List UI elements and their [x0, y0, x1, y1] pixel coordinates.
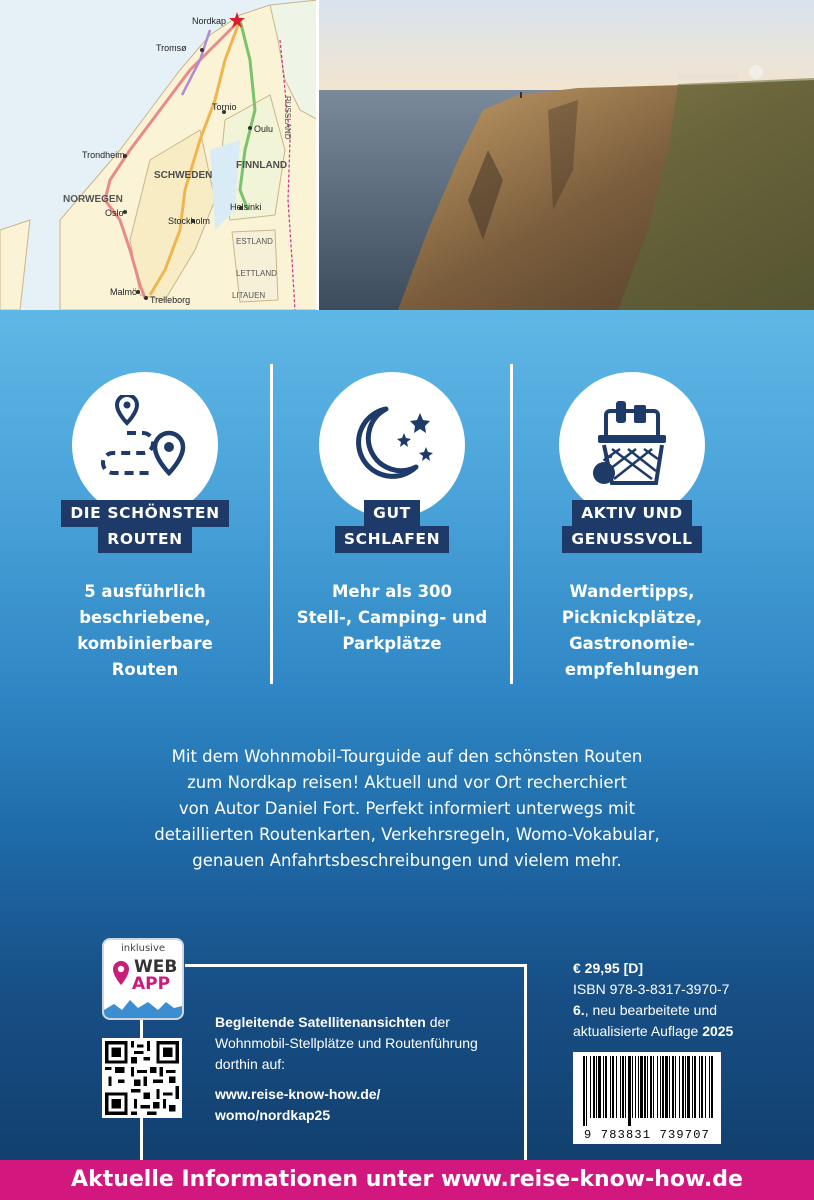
book-edition-number: 6.: [573, 1002, 585, 1018]
web-app-url-line2[interactable]: womo/nordkap25: [215, 1107, 331, 1123]
barcode-bar: [644, 1056, 646, 1118]
feature-text-line: Picknickplätze,: [561, 608, 703, 627]
barcode-bar: [620, 1056, 621, 1118]
feature-description: [272, 579, 512, 657]
skyline-icon: [104, 996, 182, 1018]
barcode-bar: [665, 1056, 668, 1118]
barcode-bar: [603, 1056, 604, 1118]
feature-description: [512, 579, 752, 683]
web-app-url[interactable]: [215, 1084, 515, 1126]
nordkap-cliff-photo: [318, 0, 814, 310]
feature-text-line: Routen: [111, 660, 179, 679]
picnic-basket-icon: [582, 395, 682, 495]
feature-badge: [512, 500, 752, 553]
barcode-bar: [682, 1056, 684, 1118]
map-label-oulu: Oulu: [254, 124, 274, 134]
barcode-bar: [622, 1056, 624, 1118]
feature-icon-circle: [72, 372, 218, 518]
web-app-badge: [102, 938, 184, 1020]
barcode-bar: [610, 1056, 611, 1118]
barcode-bar: [705, 1056, 706, 1118]
book-price: € 29,95 [D]: [573, 960, 644, 976]
barcode-bar: [583, 1056, 585, 1126]
moon-stars-icon: [342, 395, 442, 495]
description-line: zum Nordkap reisen! Aktuell und vor Ort recherchiert: [187, 773, 627, 792]
map-label-russland: RUSSLAND: [283, 96, 292, 140]
qr-code[interactable]: [102, 1038, 182, 1118]
web-app-web: WEB: [134, 957, 178, 977]
barcode-bar: [598, 1056, 601, 1118]
barcode-bar: [685, 1056, 686, 1118]
frame-line-top: [185, 964, 526, 967]
map-graphic: [0, 0, 318, 310]
scandinavia-route-map: [0, 0, 318, 310]
feature-text-line: 5 ausführlich: [84, 582, 206, 601]
feature-routes: [25, 372, 265, 683]
book-info: [573, 958, 803, 1042]
map-label-norwegen: NORWEGEN: [63, 194, 123, 205]
description-line: genauen Anfahrtsbeschreibungen und vielem mehr.: [192, 851, 622, 870]
description-line: detaillierten Routenkarten, Verkehrsregeln, Womo-Vokabular,: [154, 825, 660, 844]
barcode-bar: [657, 1056, 658, 1118]
feature-description: [25, 579, 265, 683]
barcode-bar: [612, 1056, 614, 1118]
cliff-photo-graphic: [318, 0, 814, 310]
barcode-bar: [694, 1056, 696, 1118]
barcode-bar: [586, 1056, 587, 1126]
feature-text-line: kombinierbare: [77, 634, 213, 653]
isbn-barcode: [573, 1052, 721, 1144]
frame-line-right: [524, 964, 527, 1160]
web-app-description: [215, 1012, 515, 1075]
barcode-bar: [662, 1056, 664, 1118]
barcode-bar: [650, 1056, 652, 1118]
feature-icon-circle: [319, 372, 465, 518]
barcode-bar: [638, 1056, 639, 1118]
map-label-helsinki: Helsinki: [230, 202, 262, 212]
feature-badge: [25, 500, 265, 553]
badge-line-2: ROUTEN: [98, 526, 191, 553]
barcode-bar: [701, 1056, 703, 1118]
barcode-bar: [628, 1056, 631, 1126]
barcode-bars: [573, 1052, 721, 1128]
book-edition-text: , neu bearbeitete und: [584, 1002, 718, 1018]
badge-line-1: AKTIV UND: [572, 500, 692, 527]
web-app-text-bold: Begleitende Satellitenansichten: [215, 1014, 426, 1030]
book-year: 2025: [702, 1023, 734, 1039]
map-label-litauen: LITAUEN: [232, 291, 266, 300]
web-app-url-line1[interactable]: www.reise-know-how.de/: [215, 1086, 381, 1102]
barcode-bar: [647, 1056, 648, 1118]
feature-text-line: Stell-, Camping- und: [296, 608, 488, 627]
map-label-estland: ESTLAND: [236, 237, 273, 246]
footer-banner[interactable]: Aktuelle Informationen unter www.reise-know-how.de: [0, 1160, 814, 1200]
map-label-oslo: Oslo: [105, 208, 124, 218]
web-app-app: APP: [132, 974, 171, 994]
barcode-bar: [692, 1056, 693, 1118]
barcode-bar: [675, 1056, 676, 1118]
map-label-nordkap: Nordkap: [192, 16, 227, 26]
feature-sleeping: [272, 372, 512, 657]
barcode-bar: [596, 1056, 597, 1118]
feature-text-line: Wandertipps,: [569, 582, 695, 601]
description-line: Mit dem Wohnmobil-Tourguide auf den schönsten Routen: [171, 747, 643, 766]
qr-code-graphic: [102, 1038, 182, 1118]
map-label-lettland: LETTLAND: [236, 269, 277, 278]
barcode-bar: [590, 1056, 591, 1118]
web-app-inklusive: inklusive: [120, 943, 166, 954]
barcode-bar: [672, 1056, 674, 1118]
feature-text-line: beschriebene,: [79, 608, 211, 627]
feature-text-line: Gastronomie-: [569, 634, 695, 653]
map-label-trondheim: Trondheim: [82, 150, 125, 160]
barcode-bar: [625, 1056, 626, 1118]
badge-line-1: DIE SCHÖNSTEN: [61, 500, 228, 527]
barcode-bar: [709, 1056, 710, 1118]
web-app-text-line2: Wohnmobil-Stellplätze und Routenführung: [215, 1035, 478, 1051]
feature-active: [512, 372, 752, 683]
barcode-bar: [605, 1056, 607, 1118]
barcode-bar: [593, 1056, 595, 1118]
feature-icon-circle: [559, 372, 705, 518]
barcode-bar: [635, 1056, 636, 1118]
badge-line-1: GUT: [364, 500, 420, 527]
badge-line-2: GENUSSVOLL: [562, 526, 701, 553]
book-isbn: ISBN 978-3-8317-3970-7: [573, 981, 730, 997]
barcode-bar: [640, 1056, 643, 1118]
map-label-tromso: Tromsø: [156, 43, 187, 53]
badge-line-2: SCHLAFEN: [335, 526, 449, 553]
location-pin-icon: [112, 960, 130, 986]
map-label-tornio: Tornio: [212, 102, 237, 112]
web-app-text-rest: der: [425, 1014, 450, 1030]
book-edition-line2: aktualisierte Auflage: [573, 1023, 703, 1039]
map-label-stockholm: Stockholm: [168, 216, 211, 226]
barcode-bar: [669, 1056, 670, 1118]
feature-badge: [272, 500, 512, 553]
description-line: von Autor Daniel Fort. Perfekt informiert unterwegs mit: [178, 799, 636, 818]
map-label-malmo: Malmö: [110, 287, 138, 297]
barcode-bar: [660, 1056, 661, 1118]
feature-text-line: Parkplätze: [342, 634, 442, 653]
route-pins-icon: [95, 395, 195, 495]
book-description: [60, 744, 754, 874]
barcode-bar: [653, 1056, 654, 1118]
feature-text-line: empfehlungen: [564, 660, 700, 679]
barcode-bar: [632, 1056, 633, 1118]
info-panel: [0, 310, 814, 1160]
image-divider: [316, 0, 319, 310]
map-label-finnland: FINNLAND: [236, 160, 288, 171]
barcode-bar: [679, 1056, 680, 1118]
barcode-bar: [687, 1056, 690, 1118]
barcode-bar: [711, 1056, 713, 1118]
barcode-bar: [616, 1056, 617, 1118]
barcode-digits: 9 783831 739707: [583, 1128, 711, 1142]
map-label-schweden: SCHWEDEN: [154, 170, 213, 181]
feature-text-line: Mehr als 300: [331, 582, 453, 601]
map-label-trelleborg: Trelleborg: [150, 295, 191, 305]
barcode-bar: [699, 1056, 700, 1118]
web-app-text-line3: dorthin auf:: [215, 1056, 286, 1072]
